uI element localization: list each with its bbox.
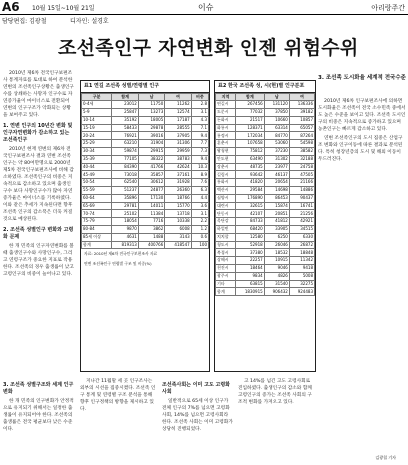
table-cell: 29878 xyxy=(138,124,164,132)
table-note: 연변 조선족인구 연령별 구조 및 비중(%) xyxy=(84,260,152,266)
table-header-cell: 합계 xyxy=(112,93,138,101)
paragraph: 2010년 제6차 인구보편조사에 의하면 도시화율은 조선족이 전국 소수민족 중에서도 높은 수준을 보이고 있다. 조선족 도시인구의 비중은 지속적으로 증가하고 있으며 농촌인구는 빠르게 감소하고 있다. xyxy=(318,99,406,132)
table-cell: 장춘시 xyxy=(216,163,236,171)
table-cell: 50-54 xyxy=(82,179,112,187)
table-row xyxy=(82,241,209,249)
table-cell: 32615 xyxy=(236,202,265,210)
table-cell: 400766 xyxy=(138,241,164,249)
table-row xyxy=(216,272,315,280)
table-cell: 30612 xyxy=(138,179,164,187)
table-row xyxy=(216,163,315,171)
table-row xyxy=(82,187,209,195)
table-cell: 38582 xyxy=(289,148,314,156)
table-cell: 75-79 xyxy=(82,218,112,226)
table-cell: 58433 xyxy=(112,124,138,132)
issue-date: 10월 15일~10월 21일 xyxy=(32,5,95,12)
table-cell: 25102 xyxy=(112,210,138,218)
table-row xyxy=(82,202,209,210)
table-cell: 대련시 xyxy=(216,202,236,210)
table-cell: 치치할 xyxy=(216,233,236,241)
table-cell: 18054 xyxy=(112,218,138,226)
table-cell: 76921 xyxy=(112,132,138,140)
table-cell: 35857 xyxy=(138,171,164,179)
table-cell: 26872 xyxy=(289,241,314,249)
paragraph: 한 개 민족의 인구자연변화를 볼 때 출생인구수와 사망인구수, 그리고 연령구조가 중요한 지표로 작용한다. 조선족의 경우 출생률이 낮고 고령인구의 비중이 늘어나고 있다. xyxy=(3,244,74,277)
table-cell: 4.3 xyxy=(191,116,208,124)
right-article-column xyxy=(318,98,406,438)
table-cell: 24877 xyxy=(138,187,164,195)
table-cell: 21256 xyxy=(289,210,314,218)
table-cell: 25847 xyxy=(112,109,138,117)
table-row xyxy=(216,132,315,140)
table-cell: 819313 xyxy=(112,241,138,249)
table-row xyxy=(216,202,315,210)
table-cell: 청도시 xyxy=(216,241,236,249)
data-table xyxy=(215,93,315,297)
table-cell: 31904 xyxy=(138,140,164,148)
table-cell: 70-74 xyxy=(82,210,112,218)
credits-bar xyxy=(0,15,408,25)
table-cell: 131120 xyxy=(264,101,289,109)
table-header-cell: 남 xyxy=(138,93,164,101)
table-cell: 11342 xyxy=(289,257,314,265)
table-row xyxy=(82,233,209,241)
table-cell: 6330 xyxy=(289,233,314,241)
table-cell: 7.1 xyxy=(191,124,208,132)
paragraph: 연변 조선족인구의 도시 집중은 산업구조 변화와 인구이동에 따른 결과로 분석된다. 특히 청장년층의 도시 및 해외 이동이 두드러진다. xyxy=(318,136,403,162)
table-cell: 37380 xyxy=(236,249,265,257)
table-cell: 5008 xyxy=(289,272,314,280)
paragraph: 지나간 11월말 세 곳 인구조사는 외부의 시선을 집중시켰다. 조선족 인구 통계 및 연령별 구조 분석을 통해 향후 인구정책의 방향을 제시하고 있다. xyxy=(80,379,156,412)
headline: 조선족인구 자연변화 인젠 위험수위 xyxy=(58,37,359,59)
table-caption: 표2 한국 조선족 성, 시(현)별 인구분포 xyxy=(215,81,315,93)
byline: 김광철 기자 xyxy=(375,455,396,460)
table-cell: 41812 xyxy=(264,218,289,226)
table-cell: 34515 xyxy=(289,226,314,234)
table-cell: 백산시 xyxy=(216,187,236,195)
table-cell: 63815 xyxy=(236,280,265,288)
table-row xyxy=(216,265,315,273)
table-cell: 47505 xyxy=(289,171,314,179)
table-cell: 54598 xyxy=(289,140,314,148)
table-row xyxy=(216,249,315,257)
table-row xyxy=(216,116,315,124)
table-cell: 11262 xyxy=(165,101,191,109)
table-cell: 천진시 xyxy=(216,265,236,273)
table-cell: 63314 xyxy=(264,124,289,132)
table-row xyxy=(216,124,315,132)
table-header-cell: 여 xyxy=(165,93,191,101)
table-cell: 15770 xyxy=(165,202,191,210)
table-header-cell: 지역 xyxy=(216,93,236,101)
table-cell: 41766 xyxy=(138,163,164,171)
table-cell: 35-39 xyxy=(82,155,112,163)
table-cell: 63490 xyxy=(236,155,265,163)
table-cell: 32275 xyxy=(289,280,314,288)
table-cell: 73018 xyxy=(112,171,138,179)
subheading: 조선족사회는 이미 고도 고령화사회 xyxy=(162,382,231,395)
bottom-left-column xyxy=(3,378,75,463)
table-cell: 35896 xyxy=(112,194,138,202)
table-row xyxy=(216,148,315,156)
table-cell: 65-69 xyxy=(82,202,112,210)
table-cell: 40-44 xyxy=(82,163,112,171)
table-cell: 10338 xyxy=(165,218,191,226)
table-cell: 51237 xyxy=(112,187,138,195)
table-cell: 18532 xyxy=(264,249,289,257)
subheading: 3. 조선족 성별구조와 세계 인구변화 xyxy=(3,382,74,395)
table-cell: 65057 xyxy=(289,124,314,132)
table-cell: 상해시 xyxy=(216,257,236,265)
bottom-mid2-column xyxy=(162,378,234,463)
table-cell: 41820 xyxy=(236,179,265,187)
table-cell: 68420 xyxy=(236,226,265,234)
table-cell: 128371 xyxy=(236,124,265,132)
table-cell: 37161 xyxy=(165,171,191,179)
table-cell: 1488 xyxy=(138,233,164,241)
table-cell: 29781 xyxy=(112,202,138,210)
table-cell: 176890 xyxy=(236,194,265,202)
table-cell: 20-24 xyxy=(82,132,112,140)
bottom-right-column xyxy=(238,378,314,463)
table-cell: 하얼빈 xyxy=(216,226,236,234)
table-cell: 8.9 xyxy=(191,171,208,179)
table-cell: 15-19 xyxy=(82,124,112,132)
paragraph: 고 14%를 넘긴 고도 고령사회로 진입하였다. 출생인구의 감소와 함께 고령인구의 증가는 조선족 사회의 구조적 변화를 가져오고 있다. xyxy=(238,379,312,405)
table-cell: 돈화시 xyxy=(216,116,236,124)
table-row xyxy=(82,132,209,140)
table-cell: 42624 xyxy=(165,163,191,171)
table-cell: 16741 xyxy=(289,202,314,210)
table-row xyxy=(82,109,209,117)
table-cell: 18005 xyxy=(138,116,164,124)
table-cell: 훈춘시 xyxy=(216,140,236,148)
table-cell: 0-4세 xyxy=(82,101,112,109)
table-cell: 13718 xyxy=(165,210,191,218)
table-row xyxy=(216,233,315,241)
table-cell: 14886 xyxy=(289,187,314,195)
table-cell: 6008 xyxy=(165,226,191,234)
table-cell: 17130 xyxy=(138,194,164,202)
table-cell: 75812 xyxy=(236,148,265,156)
table-cell: 42921 xyxy=(289,218,314,226)
table-cell: 연길시 xyxy=(216,101,236,109)
table-cell: 10915 xyxy=(264,257,289,265)
table-cell: 합계 xyxy=(82,241,112,249)
table-cell: 3.1 xyxy=(191,210,208,218)
table-cell: 86453 xyxy=(264,194,289,202)
table-cell: 45-49 xyxy=(82,171,112,179)
table-row xyxy=(82,101,209,109)
table-cell: 85세 이상 xyxy=(82,233,112,241)
table-cell: 31306 xyxy=(165,140,191,148)
table-cell: 10660 xyxy=(264,116,289,124)
table-row xyxy=(216,257,315,265)
table-cell: 52918 xyxy=(236,241,265,249)
table-cell: 84770 xyxy=(264,132,289,140)
table-cell: 17187 xyxy=(165,116,191,124)
table-cell: 통화시 xyxy=(216,179,236,187)
table-row xyxy=(82,179,209,187)
table-cell: 26360 xyxy=(165,187,191,195)
table-cell: 20851 xyxy=(264,210,289,218)
table-caption: 표1 연길 조선족 성별/연령별 인구 xyxy=(81,81,209,93)
table-cell: 22257 xyxy=(236,257,265,265)
table-cell: 77105 xyxy=(112,155,138,163)
table-cell: 23012 xyxy=(112,101,138,109)
table-cell: 6250 xyxy=(264,233,289,241)
table-cell: 37230 xyxy=(264,148,289,156)
table-cell: 18848 xyxy=(289,249,314,257)
table-cell: 심양시 xyxy=(216,194,236,202)
table-row xyxy=(82,210,209,218)
page-number: A6 xyxy=(2,0,20,14)
right-subheading: 3. 조선족 도시화율 세계적 전국수준 xyxy=(318,75,406,81)
table-cell: 38783 xyxy=(165,155,191,163)
table-row xyxy=(216,280,315,288)
table-cell: 87264 xyxy=(289,132,314,140)
table-cell: 21517 xyxy=(236,116,265,124)
table-cell: 10.3 xyxy=(191,163,208,171)
table-header-cell: 남 xyxy=(264,93,289,101)
table-age-gender xyxy=(80,80,210,372)
table-cell: 418547 xyxy=(165,241,191,249)
table-cell: 31540 xyxy=(264,280,289,288)
paper-name: 아리랑주간 xyxy=(371,4,405,12)
section-label: 이슈 xyxy=(198,3,214,12)
table-cell: 20654 xyxy=(264,179,289,187)
table-cell: 북경시 xyxy=(216,249,236,257)
paragraph: 한 개 민족의 인구변화가 안정적으로 유지되기 위해서는 일정한 출생률이 유지되어야 한다. 조선족의 출생률은 전국 평균보다 낮은 수준이다. xyxy=(3,399,74,432)
table-row xyxy=(82,116,209,124)
table-cell: 2.8 xyxy=(191,101,208,109)
table-cell: 23977 xyxy=(264,163,289,171)
table-cell: 59874 xyxy=(112,148,138,156)
table-cell: 6.3 xyxy=(191,187,208,195)
table-row xyxy=(216,179,315,187)
table-cell: 2.2 xyxy=(191,218,208,226)
table-row xyxy=(82,194,209,202)
table-cell: 기타 xyxy=(216,280,236,288)
table-cell: 7.3 xyxy=(191,148,208,156)
table-cell: 42107 xyxy=(236,210,265,218)
table-cell: 9.4 xyxy=(191,155,208,163)
table-cell: 53060 xyxy=(264,140,289,148)
table-cell: 35192 xyxy=(112,116,138,124)
table-cell: 9870 xyxy=(112,226,138,234)
subheading: 2. 조선족 성별인구 변화와 고령화 문제 xyxy=(3,227,74,240)
table-cell: 39016 xyxy=(138,132,164,140)
table-cell: 5-9 xyxy=(82,109,112,117)
table-cell: 84733 xyxy=(236,218,265,226)
table-cell: 7.7 xyxy=(191,140,208,148)
table-cell: 단동시 xyxy=(216,210,236,218)
table-cell: 왕청현 xyxy=(216,148,236,156)
table-cell: 화룡시 xyxy=(216,124,236,132)
table-cell: 9418 xyxy=(289,265,314,273)
table-cell: 안도현 xyxy=(216,155,236,163)
table-row xyxy=(82,148,209,156)
table-row xyxy=(82,155,209,163)
table-cell: 100 xyxy=(191,241,208,249)
editor-credit: 담당편집: 김광철 xyxy=(2,18,47,25)
table-cell: 31928 xyxy=(165,179,191,187)
table-row xyxy=(82,226,209,234)
table-cell: 도문시 xyxy=(216,109,236,117)
table-cell: 29584 xyxy=(236,187,265,195)
table-cell: 광주시 xyxy=(216,272,236,280)
table-region xyxy=(214,80,316,372)
table-cell: 길림시 xyxy=(216,171,236,179)
table-row xyxy=(216,210,315,218)
table-cell: 26046 xyxy=(264,241,289,249)
table-cell: 21166 xyxy=(289,179,314,187)
table-row xyxy=(216,101,315,109)
table-cell: 25-29 xyxy=(82,140,112,148)
table-cell: 4631 xyxy=(112,233,138,241)
table-cell: 90437 xyxy=(289,194,314,202)
table-cell: 33905 xyxy=(264,226,289,234)
table-cell: 28555 xyxy=(165,124,191,132)
table-row xyxy=(216,194,315,202)
table-cell: 30-34 xyxy=(82,148,112,156)
table-cell: 13273 xyxy=(138,109,164,117)
subheading: 1. 연변 인구의 10년간 변화 및 인구자연변화가 감소하고 있는 조선족인구 xyxy=(3,123,73,143)
data-table xyxy=(81,93,209,250)
table-cell: 11384 xyxy=(138,210,164,218)
table-cell: 38322 xyxy=(138,155,164,163)
table-header-cell: 여 xyxy=(289,93,314,101)
table-cell: 63210 xyxy=(112,140,138,148)
table-cell: 80-84 xyxy=(82,226,112,234)
table-cell: 29959 xyxy=(165,148,191,156)
table-cell: 29915 xyxy=(138,148,164,156)
table-cell: 9.4 xyxy=(191,132,208,140)
table-cell: 9834 xyxy=(236,272,265,280)
table-cell: 3143 xyxy=(165,233,191,241)
table-cell: 107658 xyxy=(236,140,265,148)
table-cell: 3862 xyxy=(138,226,164,234)
table-row xyxy=(216,241,315,249)
masthead-bar xyxy=(0,0,408,15)
paragraph: 2010년 제6차 전국인구보편조사 통계자료를 토대로 하여 분석한 연변의 조선족인구상황은 출생인구수를 상쇄하는 사망자 인구수로 자연증가율이 마이너스로 전환되어 연변의 인구구조가 악화되는 상황을 보여주고 있다. xyxy=(3,71,74,118)
table-cell: 18766 xyxy=(165,194,191,202)
table-row xyxy=(82,163,209,171)
table-cell: 15874 xyxy=(264,202,289,210)
table-cell: 172034 xyxy=(236,132,265,140)
table-row xyxy=(216,171,315,179)
table-cell: 31302 xyxy=(264,155,289,163)
table-cell: 55-59 xyxy=(82,187,112,195)
table-cell: 0.6 xyxy=(191,233,208,241)
table-cell: 합계 xyxy=(216,288,236,296)
table-cell: 11750 xyxy=(138,101,164,109)
table-cell: 906432 xyxy=(264,288,289,296)
table-row xyxy=(216,109,315,117)
table-header-cell: 구분 xyxy=(82,93,112,101)
table-cell: 10857 xyxy=(289,116,314,124)
table-cell: 93642 xyxy=(236,171,265,179)
table-cell: 136336 xyxy=(289,101,314,109)
paragraph: 일반적으로 65세 이상 인구가 전체 인구의 7%를 넘으면 고령화사회, 14%를 넘으면 고령사회라 한다. 조선족 사회는 이미 고령화가 상당히 진행되었다. xyxy=(162,399,233,432)
table-cell: 10-14 xyxy=(82,116,112,124)
table-cell: 14011 xyxy=(138,202,164,210)
table-cell: 4.4 xyxy=(191,194,208,202)
table-row xyxy=(216,218,315,226)
bottom-mid-column xyxy=(80,378,158,463)
table-cell: 4826 xyxy=(264,272,289,280)
table-cell: 46137 xyxy=(264,171,289,179)
table-row xyxy=(216,288,315,296)
table-row xyxy=(82,218,209,226)
table-cell: 3.1 xyxy=(191,109,208,117)
table-row xyxy=(82,124,209,132)
table-row xyxy=(216,187,315,195)
table-cell: 62540 xyxy=(112,179,138,187)
table-cell: 37905 xyxy=(165,132,191,140)
table-header-cell: 합계 xyxy=(236,93,265,101)
table-cell: 룡정시 xyxy=(216,132,236,140)
table-cell: 39182 xyxy=(289,109,314,117)
table-row xyxy=(216,155,315,163)
table-cell: 9046 xyxy=(264,265,289,273)
table-header-cell: 비중 xyxy=(191,93,208,101)
table-row xyxy=(216,226,315,234)
table-cell: 32188 xyxy=(289,155,314,163)
designer-credit: 디자인: 설경호 xyxy=(70,18,109,25)
table-cell: 84390 xyxy=(112,163,138,171)
table-row xyxy=(82,171,209,179)
table-cell: 18464 xyxy=(236,265,265,273)
table-cell: 12580 xyxy=(236,233,265,241)
table-cell: 12574 xyxy=(165,109,191,117)
table-cell: 7.6 xyxy=(191,179,208,187)
table-cell: 1830915 xyxy=(236,288,265,296)
table-cell: 1.2 xyxy=(191,226,208,234)
table-row xyxy=(216,140,315,148)
table-cell: 24758 xyxy=(289,163,314,171)
table-row xyxy=(82,140,209,148)
table-cell: 7716 xyxy=(138,218,164,226)
table-cell: 60-64 xyxy=(82,194,112,202)
table-cell: 3.6 xyxy=(191,202,208,210)
table-cell: 목단강 xyxy=(216,218,236,226)
table-cell: 37850 xyxy=(264,109,289,117)
table-cell: 267456 xyxy=(236,101,265,109)
table-cell: 924483 xyxy=(289,288,314,296)
paragraph: 2010년 현재 연변의 제6차 전국인구보편조사 결과 연변 조선족인구는 약 80여만명으로 2000년 제5차 전국인구보편조사에 비해 감소하였다. 조선족인구의 비중은 지속적으로 감소하고 있으며 출생인구수 보다 사망인구수가 많아 자연증가율은 마이너스를 기록하였다. 이와 같은 추세가 지속된다면 향후 조선족 인구의 감소폭은 더욱 커질 것으로 예상된다. xyxy=(3,147,74,222)
table-cell: 77032 xyxy=(236,109,265,117)
left-article-column xyxy=(3,70,75,375)
table-cell: 48735 xyxy=(236,163,265,171)
table-note: 자료: 2010년 제6차 전국인구보편조사 자료 xyxy=(84,251,158,257)
table-cell: 14698 xyxy=(264,187,289,195)
